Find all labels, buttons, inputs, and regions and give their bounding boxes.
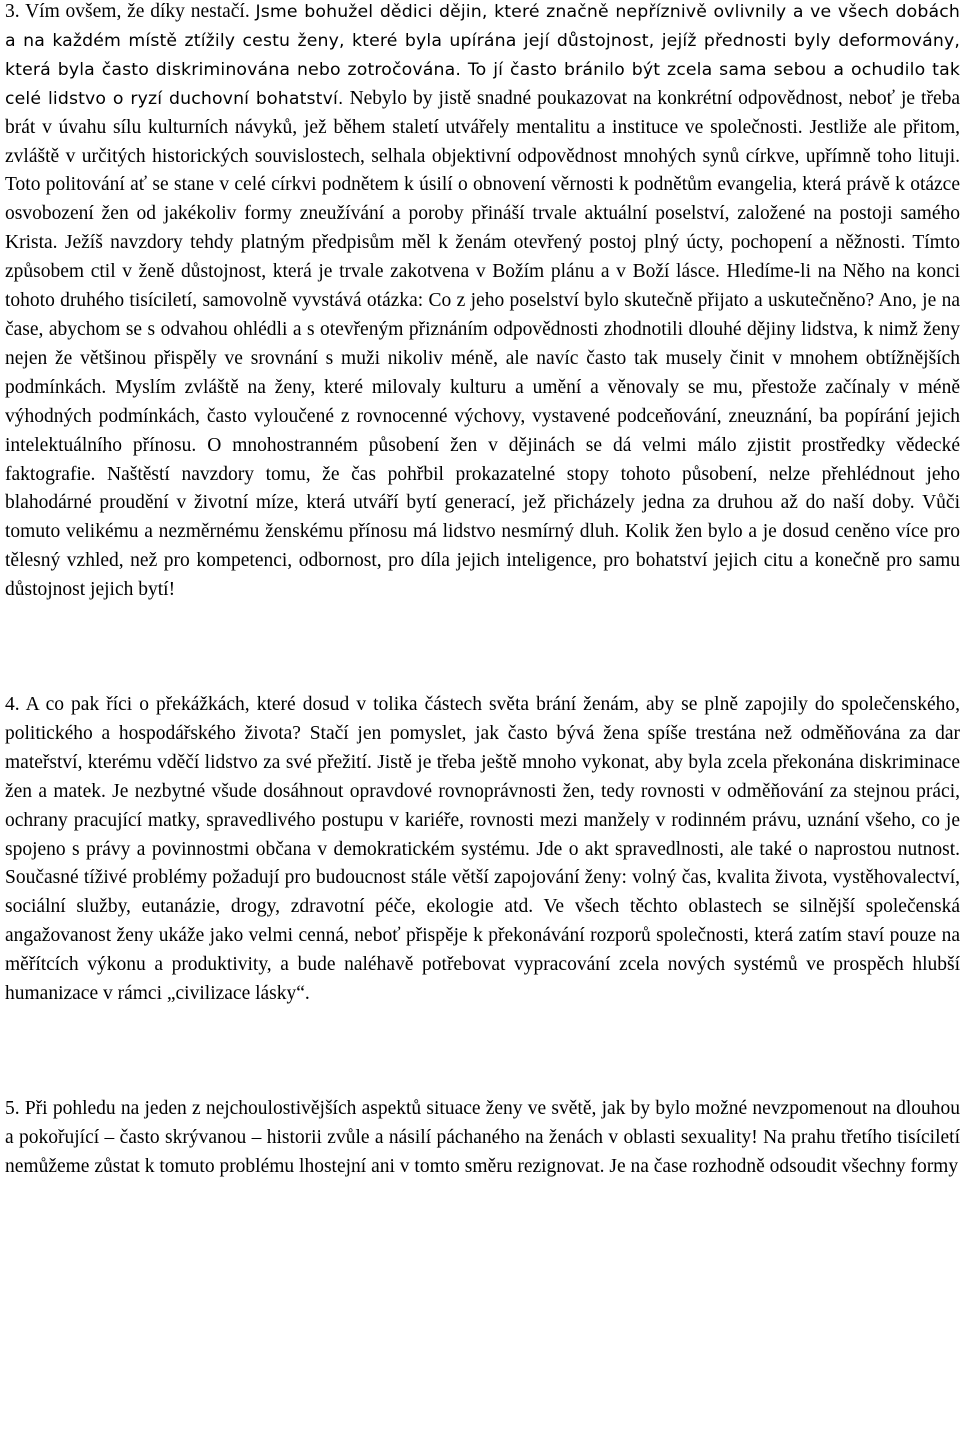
paragraph-sans-text: Jsme bohužel dědici dějin, které značně nepříznivě ovlivnily a ve všech dobách a na každém místě ztížily cestu ženy, které byla upírána její důstojnost, jejíž přednosti byly deformovány, která byla často diskriminována nebo zotročována. To jí často bránilo být zcela sama sebou a ochudilo tak celé lidstvo o ryzí duchovní bohatství. [5, 2, 960, 109]
paragraph-4 [5, 691, 960, 1009]
paragraph-body-text: Nebylo by jistě snadné poukazovat na konkrétní odpovědnost, neboť je třeba brát v úvahu sílu kulturních návyků, jež během staletí utvářely mentalitu a instituce ve společnosti. Jestliže ale přitom, zvláště v určitých historických souvislostech, selhala objektivní odpovědnost mnohých synů církve, upřímně toho lituji. Toto politování ať se stane v celé církvi podnětem k úsilí o obnovení věrnosti k podnětům evangelia, která právě k otázce osvobození žen od jakékoliv formy zneužívání a poroby přináší trvale aktuální poselství, založené na postoji samého Krista. Ježíš navzdory tehdy platným předpisům měl k ženám otevřený postoj plný úcty, pochopení a něžnosti. Tímto způsobem ctil v ženě důstojnost, která je trvale zakotvena v Božím plánu a v Boží lásce. Hledíme-li na Něho na konci tohoto druhého tisíciletí, samovolně vyvstává otázka: Co z jeho poselství bylo skutečně přijato a uskutečněno? Ano, je na čase, abychom se s odvahou ohlédli a s otevřeným přiznáním odpovědnosti zhodnotili dlouhé dějiny lidstva, k nimž ženy nejen že většinou přispěly ve srovnání s muži nikoliv méně, ale navíc často tak musely činit v mnohem obtížnějších podmínkách. Myslím zvláště na ženy, které milovaly kulturu a umění a věnovaly se mu, přestože začínaly v méně výhodných podmínkách, často vyloučené z rovnocenné výchovy, vystavené podceňování, zneuznání, ba popírání jejich intelektuálního přínosu. O mnohostranném působení žen v dějinách se dá velmi málo zjistit prostředky vědecké faktografie. Naštěstí navzdory tomu, že čas pohřbil prokazatelné stopy tohoto působení, nelze přehlédnout jeho blahodárné proudění v životní míze, která utváří bytí generací, jež přicházely jedna za druhou až do naší doby. Vůči tomuto velikému a nezměrnému ženskému přínosu má lidstvo nesmírný dluh. Kolik žen bylo a je dosud ceněno více pro tělesný vzhled, než pro kompetenci, odbornost, pro díla jejich inteligence, pro bohatství jejich citu a konečně pro samu důstojnost jejich bytí! [5, 87, 960, 601]
paragraph-body-text: A co pak říci o překážkách, které dosud v tolika částech světa brání ženám, aby se plně zapojily do společenského, politického a hospodářského života? Stačí jen pomyslet, jak často bývá žena spíše trestána než odměňována za dar mateřství, kterému vděčí lidstvo za své přežití. Jistě je třeba ještě mnoho vykonat, aby byla zcela překonána diskriminace žen a matek. Je nezbytné všude dosáhnout opravdové rovnoprávnosti žen, tedy rovnosti v odměňování za stejnou práci, ochrany pracující matky, spravedlivého postupu v kariéře, rovnosti mezi manžely v rodinném právu, uznání všeho, co je spojeno s právy a povinnostmi občana v demokratickém systému. Jde o akt spravedlnosti, ale také o naprostou nutnost. Současné tíživé problémy požadují pro budoucnost stále větší zapojování ženy: volný čas, kvalita života, vystěhovalectví, sociální služby, eutanázie, drogy, zdravotní péče, ekologie atd. Ve všech těchto oblastech se silnější společenská angažovanost ženy ukáže jako velmi cenná, neboť přispěje k překonávání rozporů společnosti, která zatím staví pouze na měřítcích výkonu a produktivity, a bude naléhavě potřebovat vypracování zcela nových systémů ve prospěch hlubší humanizace v rámci „civilizace lásky“. [5, 694, 960, 1005]
paragraph-intro-text: Vím ovšem, že díky nestačí. [19, 1, 256, 22]
paragraph-3 [5, 0, 960, 605]
paragraph-spacer [5, 1009, 960, 1095]
document-page [5, 0, 960, 1182]
paragraph-spacer [5, 605, 960, 691]
paragraph-5 [5, 1095, 960, 1182]
paragraph-number: 4. [5, 694, 20, 716]
paragraph-body-text: Při pohledu na jeden z nejchoulostivějších aspektů situace ženy ve světě, jak by bylo možné nevzpomenout na dlouhou a pokořující – často skrývanou – historii zvůle a násilí páchaného na ženách v oblasti sexuality! Na prahu třetího tisíciletí nemůžeme zůstat k tomuto problému lhostejní ani v tomto směru rezignovat. Je na čase rozhodně odsoudit všechny formy [5, 1098, 960, 1177]
paragraph-number: 3. [5, 1, 20, 22]
paragraph-number: 5. [5, 1098, 20, 1119]
